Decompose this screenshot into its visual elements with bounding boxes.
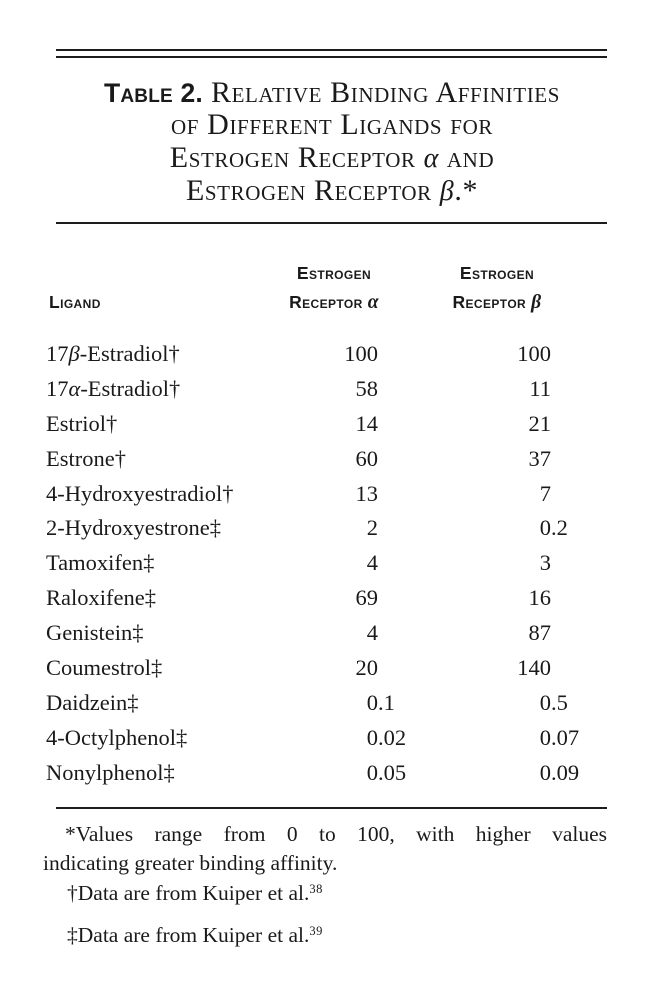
header-alpha-line-2: Receptor α bbox=[289, 291, 379, 313]
receptor-beta-value: 140 bbox=[517, 655, 551, 681]
receptor-alpha-value: 58 bbox=[355, 375, 378, 401]
table-row bbox=[0, 616, 666, 651]
column-header-ligand: Ligand bbox=[49, 292, 101, 312]
receptor-beta-value: 0.09 bbox=[539, 759, 580, 785]
receptor-beta-value: 100 bbox=[517, 341, 551, 366]
beta-symbol: β bbox=[439, 176, 455, 208]
column-header-receptor-beta bbox=[407, 259, 587, 317]
table-bottom-rule bbox=[56, 807, 607, 809]
greek-symbol: α bbox=[68, 375, 81, 401]
table-title bbox=[58, 77, 606, 209]
header-alpha-line-1: Estrogen bbox=[296, 263, 372, 283]
receptor-alpha-value: 69 bbox=[355, 585, 378, 611]
table-row bbox=[0, 372, 666, 407]
receptor-alpha-value: 20 bbox=[355, 655, 378, 681]
footnote-double-dagger: ‡Data are from Kuiper et al.$^{39}$ bbox=[67, 923, 323, 947]
receptor-beta-value: 21 bbox=[528, 410, 551, 436]
title-line-3-end: and bbox=[446, 140, 495, 174]
table-row bbox=[0, 546, 666, 581]
footnote-star bbox=[43, 820, 607, 877]
title-line-4-text: Estrogen Receptor bbox=[185, 174, 432, 208]
reference-number: 38 bbox=[309, 881, 323, 896]
footnote-marker: ‡ bbox=[143, 550, 155, 576]
alpha-symbol: α bbox=[423, 142, 439, 174]
title-line-1 bbox=[58, 77, 606, 109]
footnote-marker: † bbox=[114, 445, 126, 471]
alpha-symbol: α bbox=[367, 291, 379, 313]
ligand-name: 4-Hydroxyestradiol† bbox=[46, 480, 234, 506]
table-row bbox=[0, 721, 666, 756]
ligand-name: 4-Octylphenol‡ bbox=[46, 724, 188, 750]
receptor-beta-value: 11 bbox=[529, 375, 551, 401]
ligand-name: Genistein‡ bbox=[46, 620, 144, 646]
receptor-alpha-value: 0.02 bbox=[366, 724, 407, 750]
beta-symbol: β bbox=[531, 291, 542, 313]
column-header-receptor-alpha bbox=[244, 259, 424, 317]
table-row bbox=[0, 651, 666, 686]
table-row bbox=[0, 581, 666, 616]
reference-number: 39 bbox=[309, 923, 323, 938]
table-row bbox=[0, 756, 666, 791]
footnote-marker: ‡ bbox=[151, 655, 163, 681]
receptor-alpha-value: 14 bbox=[355, 410, 378, 436]
receptor-alpha-value: 100 bbox=[344, 341, 378, 366]
receptor-beta-value: 16 bbox=[528, 585, 551, 611]
receptor-alpha-value: 60 bbox=[355, 445, 378, 471]
footnote-marker: † bbox=[169, 375, 181, 401]
ligand-name: Estriol† bbox=[46, 410, 118, 436]
header-beta-line-1: Estrogen bbox=[459, 263, 535, 283]
footnote-marker: ‡ bbox=[144, 585, 156, 611]
footnote-marker: ‡ bbox=[175, 724, 188, 750]
ligand-name: Coumestrol‡ bbox=[46, 655, 163, 681]
ligand-name: 17α-Estradiol† bbox=[46, 375, 181, 401]
receptor-alpha-value: 4 bbox=[366, 550, 378, 576]
header-top-rule bbox=[56, 222, 607, 224]
footnote-marker: ‡ bbox=[163, 759, 175, 785]
receptor-alpha-value: 13 bbox=[355, 480, 378, 506]
table-row bbox=[0, 477, 666, 512]
table-row bbox=[0, 442, 666, 477]
footnote-marker: ‡ bbox=[209, 515, 221, 541]
title-line-4-end: .* bbox=[454, 174, 479, 208]
receptor-beta-value: 0.2 bbox=[539, 515, 568, 541]
footnote-dagger: †Data are from Kuiper et al.$^{38}$ bbox=[67, 881, 323, 905]
receptor-beta-value: 37 bbox=[528, 445, 551, 471]
table-row bbox=[0, 686, 666, 721]
receptor-alpha-value: 0.05 bbox=[366, 759, 407, 785]
title-line-4 bbox=[58, 175, 606, 208]
table-row bbox=[0, 407, 666, 442]
ligand-name: Estrone† bbox=[46, 445, 126, 471]
title-line-2: of Different Ligands for bbox=[171, 108, 493, 142]
greek-symbol: β bbox=[68, 341, 80, 366]
header-beta-line-2: Receptor β bbox=[452, 291, 542, 313]
footnote-marker: ‡ bbox=[127, 689, 139, 715]
table-rows bbox=[0, 337, 666, 791]
receptor-beta-value: 0.5 bbox=[539, 689, 568, 715]
table-number-label: Table 2. bbox=[103, 78, 203, 108]
ligand-name: Tamoxifen‡ bbox=[46, 550, 155, 576]
footnote-star-line-1: *Values range from 0 to 100, with higher values bbox=[65, 822, 607, 846]
footnote-marker: ‡ bbox=[132, 620, 144, 646]
footnote-marker: † bbox=[106, 410, 118, 436]
ligand-name: 17β-Estradiol† bbox=[46, 341, 180, 366]
receptor-beta-value: 3 bbox=[539, 550, 551, 576]
top-double-rule bbox=[56, 49, 607, 58]
footnote-marker: † bbox=[222, 480, 234, 506]
receptor-beta-value: 0.07 bbox=[539, 724, 580, 750]
title-line-3 bbox=[58, 142, 606, 175]
ligand-name: Raloxifene‡ bbox=[46, 585, 156, 611]
ligand-name: Nonylphenol‡ bbox=[46, 759, 175, 785]
table-row bbox=[0, 511, 666, 546]
ligand-name: 2-Hydroxyestrone‡ bbox=[46, 515, 221, 541]
receptor-beta-value: 87 bbox=[528, 620, 551, 646]
table-row bbox=[0, 337, 666, 372]
footnote-star-line-2: indicating greater binding affinity. bbox=[43, 850, 338, 875]
ligand-name: Daidzein‡ bbox=[46, 689, 139, 715]
receptor-beta-value: 7 bbox=[539, 480, 551, 506]
receptor-alpha-value: 0.1 bbox=[366, 689, 395, 715]
receptor-alpha-value: 4 bbox=[366, 620, 378, 646]
receptor-alpha-value: 2 bbox=[366, 515, 378, 541]
footnote-marker: † bbox=[168, 341, 180, 366]
title-line-3-text: Estrogen Receptor bbox=[169, 140, 416, 174]
title-text: Relative Binding Affinities bbox=[210, 76, 560, 109]
